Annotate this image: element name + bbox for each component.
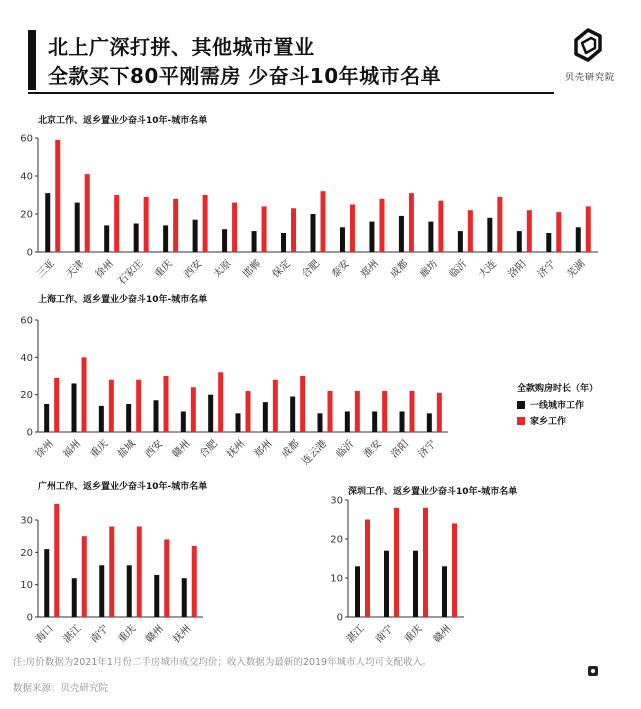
chart-title-guangzhou: 广州工作、返乡置业少奋斗10年-城市名单 (38, 482, 208, 492)
legend-title: 全款购房时长（年） (517, 384, 599, 394)
x-tick-label: 南宁 (373, 623, 396, 646)
x-tick-label: 淮安 (361, 438, 384, 461)
x-tick-label: 南宁 (88, 623, 111, 646)
x-tick-label: 赣州 (143, 623, 166, 646)
x-tick-label: 临沂 (447, 258, 470, 281)
legend-swatch-black (517, 401, 525, 409)
y-tick-label: 20 (20, 547, 33, 559)
y-tick-label: 0 (26, 247, 33, 259)
x-tick-label: 洛阳 (506, 258, 529, 281)
x-tick-label: 抚州 (171, 623, 194, 646)
x-tick-label: 成都 (388, 258, 411, 281)
x-tick-label: 济宁 (535, 258, 558, 281)
x-tick-label: 济宁 (416, 438, 439, 461)
x-tick-label: 郑州 (359, 258, 382, 281)
x-tick-label: 海口 (33, 623, 56, 646)
x-tick-label: 天津 (64, 258, 87, 281)
y-tick-label: 0 (26, 612, 33, 624)
x-tick-label: 福州 (61, 438, 84, 461)
y-tick-label: 20 (20, 390, 33, 402)
x-tick-label: 西安 (182, 258, 205, 281)
y-tick-label: 30 (330, 495, 343, 507)
y-tick-label: 0 (336, 612, 343, 624)
x-tick-label: 合肥 (197, 438, 220, 461)
x-tick-label: 临沂 (334, 438, 357, 461)
chart-title-beijing: 北京工作、返乡置业少奋斗10年-城市名单 (38, 116, 208, 126)
bar-first-tier (442, 566, 447, 617)
brand-name: 贝壳研究院 (564, 73, 615, 83)
bar-hometown (365, 520, 370, 618)
bar-hometown (394, 508, 399, 617)
y-tick-label: 20 (330, 534, 343, 546)
page-title-line-2: 全款买下80平刚需房 少奋斗10年城市名单 (48, 64, 442, 88)
x-tick-label: 重庆 (88, 438, 111, 461)
x-tick-label: 连云港 (300, 438, 330, 468)
x-tick-label: 湛江 (61, 623, 84, 646)
bar-hometown (423, 508, 428, 617)
x-tick-label: 石家庄 (116, 258, 146, 288)
y-tick-label: 0 (26, 427, 33, 439)
x-tick-label: 盐城 (115, 438, 138, 461)
x-tick-label: 合肥 (300, 258, 323, 281)
x-tick-label: 邯郸 (241, 258, 264, 281)
legend-item-hometown (517, 414, 598, 427)
x-tick-label: 郑州 (252, 438, 275, 461)
x-tick-label: 泰安 (329, 258, 352, 281)
x-tick-label: 大连 (477, 258, 499, 281)
x-tick-label: 廊坊 (418, 258, 441, 281)
footnote: 注:房价数据为2021年1月份二手房城市成交均价；收入数据为最新的2019年城市人均可支配收入。 (13, 657, 432, 668)
bar-first-tier (413, 551, 418, 617)
x-tick-label: 三亚 (34, 258, 57, 281)
chart-title-shanghai: 上海工作、返乡置业少奋斗10年-城市名单 (38, 295, 208, 305)
legend-item-first-tier (517, 398, 598, 411)
page-title-line-1: 北上广深打拼、其他城市置业 (48, 35, 315, 59)
x-tick-label: 成都 (279, 438, 302, 461)
y-tick-label: 60 (20, 315, 33, 327)
x-tick-label: 重庆 (116, 623, 139, 646)
x-tick-label: 西安 (143, 438, 166, 461)
y-tick-label: 40 (20, 171, 33, 183)
x-tick-label: 芜湖 (565, 258, 588, 281)
share-icon[interactable] (588, 666, 598, 676)
x-tick-label: 重庆 (152, 258, 175, 281)
x-tick-label: 抚州 (225, 438, 248, 461)
y-tick-label: 40 (20, 352, 33, 364)
x-tick-label: 赣州 (431, 623, 454, 646)
bar-hometown (452, 523, 457, 617)
x-tick-label: 徐州 (33, 438, 56, 461)
bar-first-tier (355, 566, 360, 617)
y-tick-label: 60 (20, 133, 33, 145)
x-tick-label: 湛江 (344, 623, 367, 646)
chart-title-shenzhen: 深圳工作、返乡置业少奋斗10年-城市名单 (348, 487, 518, 497)
x-tick-label: 徐州 (93, 258, 116, 281)
x-tick-label: 赣州 (170, 438, 193, 461)
y-tick-label: 10 (20, 580, 33, 592)
legend-label: 一线城市工作 (530, 401, 585, 411)
x-tick-label: 重庆 (402, 623, 425, 646)
y-tick-label: 10 (330, 573, 343, 585)
data-source: 数据来源：贝壳研究院 (13, 683, 109, 694)
chart-legend (517, 381, 598, 430)
x-tick-label: 太原 (211, 258, 234, 281)
y-tick-label: 20 (20, 209, 33, 221)
bar-first-tier (384, 551, 389, 617)
x-tick-label: 洛阳 (389, 438, 412, 461)
y-tick-label: 30 (20, 515, 33, 527)
legend-swatch-red (517, 417, 525, 425)
x-tick-label: 保定 (270, 258, 293, 281)
legend-label: 家乡工作 (530, 417, 567, 427)
